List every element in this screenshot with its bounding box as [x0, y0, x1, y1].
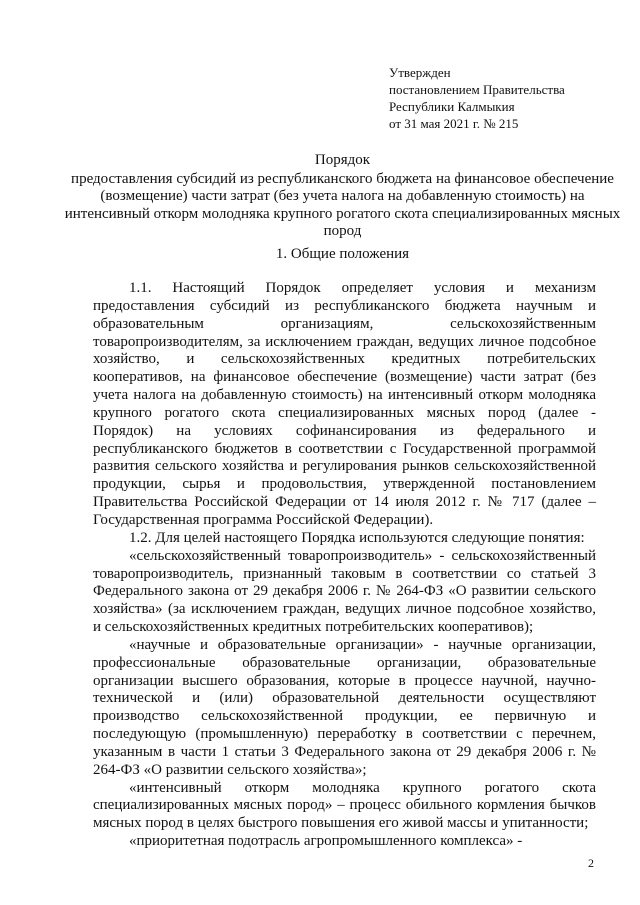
paragraph: «научные и образовательные организации» - научные организации, профессиональные образовательные организации, образовательные организации высшего образования, которые в процессе научной, научно-технической и (или) образовательной деятельности осуществляют производство сельскохозяйственной продукции, ее первичную и последующую (промышленную) переработку в соответствии с перечнем, указанным в части 1 статьи 3 Федерального закона от 29 декабря 2006 г. № 264-ФЗ «О развитии сельского хозяйства»;	[93, 636, 596, 778]
paragraph: 1.2. Для целей настоящего Порядка используются следующие понятия:	[129, 529, 585, 546]
title-subtitle: предоставления субсидий из республиканского бюджета на финансовое обеспечение (возмещение) части затрат (без учета налога на добавленную стоимость) на интенсивный откорм молодняка крупного рогатого скота специализированных мясных пород	[64, 170, 621, 239]
body-text	[93, 280, 596, 851]
paragraph: «сельскохозяйственный товаропроизводитель» - сельскохозяйственный товаропроизводитель, признанный таковым в соответствии со статьей 3 Федерального закона от 29 декабря 2006 г. № 264-ФЗ «О развитии сельского хозяйства» (за исключением граждан, ведущих личное подсобное хозяйство, и сельскохозяйственных кредитных потребительских кооперативов);	[93, 547, 596, 636]
approval-line: от 31 мая 2021 г. № 215	[389, 116, 519, 131]
page-number: 2	[588, 856, 594, 870]
section-heading: 1. Общие положения	[275, 246, 410, 262]
approval-block	[389, 64, 609, 132]
paragraph: 1.1. Настоящий Порядок определяет условия и механизм предоставления субсидий из республиканского бюджета научным и образовательным организациям, сельскохозяйственным товаропроизводителям, за исключением граждан, ведущих личное подсобное хозяйство, и сельскохозяйственных кредитных потребительских кооперативов, на финансовое обеспечение (возмещение) части затрат (без учета налога на добавленную стоимость) на интенсивный откорм молодняка крупного рогатого скота специализированных мясных пород (далее - Порядок) на условиях софинансирования из федерального и республиканского бюджетов в соответствии с Государственной программой развития сельского хозяйства и регулирования рынков сельскохозяйственной продукции, сырья и продовольствия, утвержденной постановлением Правительства Российской Федерации от 14 июля 2012 г. № 717 (далее – Государственная программа Российской Федерации).	[93, 280, 596, 528]
paragraph: «интенсивный откорм молодняка крупного рогатого скота специализированных мясных пород» – процесс обильного кормления бычков мясных пород в целях быстрого повышения его живой массы и упитанности;	[93, 779, 596, 832]
approval-line: постановлением Правительства	[389, 82, 565, 97]
document-title	[60, 152, 625, 241]
approval-line: Республики Калмыкия	[389, 99, 515, 114]
title-heading: Порядок	[314, 152, 371, 168]
paragraph: «приоритетная подотрасль агропромышленного комплекса» -	[129, 833, 523, 850]
approval-line: Утвержден	[389, 65, 451, 80]
